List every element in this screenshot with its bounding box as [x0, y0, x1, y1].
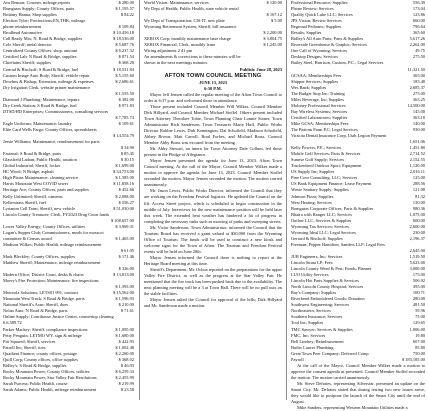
bill-amount: $ 1,195.57: [115, 6, 134, 12]
bill-payee: High Plains Maintenance; cleaning service: [3, 175, 79, 181]
bill-payee: Ridley's All Auto Parts; Parts & Supplies: [291, 36, 364, 42]
bill-amount: 85.80: [415, 344, 425, 350]
bill-amount: $ 280.00: [118, 0, 134, 5]
bill-amount: 275.00: [412, 90, 425, 96]
bill-payee: Sarah Adams; Public Health, mileage reimbursement: [3, 387, 97, 392]
bill-amount: 81.32: [415, 193, 425, 199]
bill-amount: 129.65: [412, 320, 425, 326]
bill-amount: $ 46.93: [120, 362, 134, 368]
bill-payee: US Supply Inc; Supplies: [291, 169, 335, 175]
bill-amount: 140.00: [412, 120, 425, 126]
town-bills-column: [291, 0, 425, 411]
bill-payee: An amendments & corrections to these minutes will be: [144, 54, 241, 60]
bill-payee: World Vision; Maintenance, services: [144, 0, 209, 5]
bill-payee: Ray's Company; Supplies: [291, 290, 337, 296]
bill-payee: HC Wood; N Bridge, asphalt: [3, 169, 54, 175]
bill-amount: 506.92: [412, 278, 425, 284]
bill-amount: 980.36: [412, 205, 425, 211]
bill-amount: 100.71: [412, 290, 425, 296]
bill-payee: Wyoming Ideal LLC; Legal Services: [291, 229, 356, 235]
bill-payee: Rocky Mountain Power; County Offices, utilities: [3, 368, 90, 374]
bill-payee: Phone Review; Services: [291, 6, 334, 12]
bill-payee: Chieftains Sheriff; supplies: [3, 60, 51, 66]
bill-payee: Wy Dept of Transportation; CIS-IT, new plate: [144, 18, 225, 24]
bill-payee: Miles Beverage, Inc; Supplies: [291, 96, 344, 102]
bill-payee: Morey's Fire Protection; Maintenance, fire inspections: [3, 278, 99, 284]
bill-amount: 2,600.00: [409, 223, 425, 229]
bill-amount: $ 556.27: [118, 199, 134, 205]
bill-payee: Mark Bleckley; County Offices, supplies: [3, 253, 75, 259]
bill-amount: $ 3,969.31: [115, 223, 134, 229]
bill-payee: Jessie Williams; Maintenance, reimbursement for parts: [3, 139, 100, 145]
bill-amount: $ 84.22: [120, 12, 134, 18]
bill-payee: JUB Engineers, Inc; Services: [291, 253, 343, 259]
bill-amount: 1,006.00: [409, 326, 425, 332]
minutes-paragraph: Mr. Victor Sanderson, Town Administrator, informed the Council that the Tourism Board has received a grant valued at $30,000 from the Wyoming Office of Tourism. The funds will be used to construct a new kiosk and welcome signs for the Town of Afton. The Tourism and Freedom Festival events will be held on June 28th.: [144, 224, 282, 254]
bill-payee: Wy Dept of Health; Public Health, state vehicle rental: [144, 6, 239, 12]
bill-amount: $ 452.66: [118, 187, 134, 193]
bill-payee: Mobile Golf Services; Parts & Services: [291, 151, 361, 157]
bill-payee: Mike GCSA; Memberships Fees: [291, 120, 349, 126]
bill-payee: Dry Creek Station; S Road & Bridge, fuel: [3, 102, 77, 108]
bill-payee: Bay Wireless Systems; Services: [291, 108, 348, 114]
bill-amount: $ 30.15: [120, 157, 134, 163]
bill-amount: $ 120.00: [266, 0, 282, 5]
bill-amount: $ 10,456.18: [113, 30, 134, 36]
bill-amount: $ 210.00: [118, 302, 134, 308]
bill-payee: Sunrise Golf Supply; Services: [291, 157, 345, 163]
bill-payee: Logan's Supper Club; Commissioners, meals for mosscot: [3, 229, 104, 235]
bill-amount: 750.00: [412, 350, 425, 356]
town-bills-list: [291, 0, 425, 363]
bill-payee: Kellerstrass Sheriff, fuel: [3, 199, 46, 205]
bill-payee: Lower Valley Energy; County Offices, utilities: [3, 223, 85, 229]
bill-amount: 2,262.00: [409, 42, 425, 48]
bill-payee: Heritage Ace; County Offices, parts and supplies: [3, 187, 89, 193]
bill-amount: $ 7,785.74: [115, 114, 134, 120]
county-bills-continued: [144, 0, 282, 67]
bill-amount: 365.60: [412, 30, 425, 36]
bill-amount: 481.50: [412, 302, 425, 308]
bill-payee: Rocky Mountain Power; Star Valley Fair Resolutions: [3, 374, 97, 380]
bill-payee: Patroll Inc; Sheriff, tires: [3, 344, 46, 350]
minutes-paragraph: Mayor Jensen presented the agenda for June 13, 2023. Afton Town Council meeting. At the call of the Mayor, Council Member Wilkes made a motion to approve the agenda for June 13, 2023. Council Member Stoffel seconded the motion. Mayor Jensen seconded the motion. The motion carried unanimously.: [144, 158, 282, 188]
bill-amount: $ 1,465.00: [115, 235, 134, 241]
bill-payee: Deselms & Bishop; Extension, mileage & expenses: [3, 78, 94, 84]
bill-amount: 185.48: [412, 78, 425, 84]
bill-payee: Tool Inc; Supplies: [291, 320, 324, 326]
bill-payee: West Heating; Services: [291, 199, 332, 205]
bill-amount: $ 13,813.00: [113, 272, 134, 278]
bill-amount: 19.80: [415, 332, 425, 338]
bill-payee: Motorola Solutions; LETS01 991, contract: [3, 290, 79, 296]
bill-payee: Pine Cove Consulting, LLC; Services: [291, 175, 358, 181]
bill-amount: 5,617.26: [409, 36, 425, 42]
bill-payee: Lincoln Strata LP; Fees: [291, 260, 333, 266]
bill-amount: $ 108,657.00: [110, 217, 134, 223]
bill-amount: 49.75: [415, 48, 425, 54]
bill-payee: Southern Insurance; Services: [291, 314, 343, 320]
bill-amount: 121.08: [412, 187, 425, 193]
council-meeting-time: 6:30 P.M.: [204, 85, 222, 91]
bill-payee: Diamond J Plumbing; Maintenance, repairs: [3, 96, 80, 102]
bill-amount: 3,000.00: [409, 266, 425, 272]
bill-amount: $ 11,858.16: [113, 181, 134, 187]
bill-payee: Glassfield Lathan; Public Health, taxation: [3, 157, 77, 163]
bill-amount: $ 5.00: [271, 18, 282, 24]
bill-payee: Wyoming Retirement System; Sheriff, bill insurance: [144, 24, 237, 30]
bill-payee: Nolan Auto; N Road & Bridge, parts: [3, 308, 68, 314]
bill-amount: $ 368.02: [118, 356, 134, 362]
bill-amount: 175.00: [412, 272, 425, 278]
bill-payee: Great Town Peer Company; Deferred Comp: [291, 350, 369, 356]
bill-payee: Quill Corp; County offices, office supplies: [3, 356, 78, 362]
minutes-paragraph: Those present included Council Member Will Wilkes, Council Member Dirk Hillyard, and Council Member Michael Stoffel. Others present included Town Attorney Theodore Tobie, Town Planning Chair Lonnie Stoner, Town Administrator Rick Sanderson, Town Treasurer Marty Huff, Public Works Director Robbie Lewis, Dirk Kennington, Dal Schofield, Madison Schofield, Abbey Brown, Matt Carroll, Brad Forbes, and Michael Brass. Council Member Abby Brass was excused from the meeting.: [144, 103, 282, 146]
bill-amount: $ 422.93: [118, 338, 134, 344]
bill-amount: 173.04: [412, 6, 425, 12]
bill-amount: $ 1,385.00: [115, 175, 134, 181]
bill-payee: committee & Census award: [3, 235, 52, 241]
column-divider: [139, 0, 140, 400]
bill-amount: $ 219.99: [118, 380, 134, 386]
bill-amount: 1,120.00: [409, 163, 425, 169]
bill-payee: Gerrard & Bischoff; Supplies: [291, 235, 343, 241]
bill-amount: 395.00: [412, 284, 425, 290]
bill-payee: Modern Office; District Court, desks & chairs: [3, 272, 84, 278]
bill-amount: $ 1,095.00: [115, 326, 134, 332]
bill-amount: 2,152.55: [409, 157, 425, 163]
bill-payee: Petty Penguin; LETMO WY, sign & mileage: [3, 332, 82, 338]
minutes-paragraph: Mayor Jeff Jensen called the regular meeting of the Afton Town Council to order at 6:37 p.m. and welcomed those in attendance.: [144, 91, 282, 103]
bill-amount: $ 18,536.00: [113, 36, 134, 42]
bill-amount: 556.39: [412, 0, 425, 5]
bill-amount: 230.00: [412, 229, 425, 235]
bill-payee: Quadient Finance; county offices, postage: [3, 350, 77, 356]
publish-date: Publish: June 28, 2023: [239, 66, 282, 72]
bill-payee: TMC Sawyer; Services & Supplies: [291, 326, 353, 332]
bill-amount: $ 6,259.33: [115, 368, 134, 374]
bill-payee: Mountain West Truck; S Road & Bridge, parts: [3, 296, 85, 302]
bill-payee: XEROX Financial; Clerk, monthly lease: [144, 42, 216, 48]
bill-amount: 363.25: [412, 96, 425, 102]
bill-amount: 2,714.52: [409, 151, 425, 157]
bill-payee: Waxie Sanitary Supply; Supplies: [291, 187, 349, 193]
bill-amount: 2,196.37: [409, 235, 425, 241]
minutes-paragraph: Mayor Jensen informed the Council there is nothing to report at the Heritage Board meeting at this time.: [144, 254, 282, 266]
bill-payee: Lyrianon Cell Tarm; Sheriff, new vehicle: [3, 205, 76, 211]
bill-amount: $ 871.54: [118, 54, 134, 60]
bill-amount: 363.18: [412, 114, 425, 120]
bill-payee: Parker Mackey; Sheriff, compliance inspections: [3, 326, 88, 332]
bill-payee: The Budget Stop Inc; Training: [291, 90, 345, 96]
bill-payee: Southwest Engineering; Services: [291, 302, 350, 308]
bill-amount: $ 109.84: [118, 24, 134, 30]
bill-payee: 6.6,589.72: [3, 320, 22, 326]
bill-amount: $ 5,687.76: [115, 42, 134, 48]
bill-payee: Payroll: [291, 356, 304, 362]
bill-payee: Ridley's; S Road & Bridge, supplies: [3, 362, 67, 368]
bill-payee: Northeastern; Services: [291, 308, 331, 314]
bill-payee: Regional Pediatric; Supplies: [291, 24, 341, 30]
council-meeting-title: AFTON TOWN COUNCIL MEETING: [164, 72, 262, 79]
bill-amount: 59.96: [415, 308, 425, 314]
bill-amount: $ 382.00: [118, 96, 134, 102]
bill-payee: The Bottom Farm P.C; Legal Services: [291, 126, 358, 132]
bill-payee: Ava Benson; Coroner, mileage,reports: [3, 0, 71, 5]
minutes-paragraph: At the call of the Mayor, Council Member Wilkes made a motion to approve the consent agenda as presented. Council Member Stoffel seconded the motion. The motion carried unanimously.: [291, 362, 425, 380]
bill-payee: Madison Wilkes; Public Health, mileage reimbursement: [3, 241, 102, 247]
minutes-paragraph: Mr. Jason Lewis, Public Works Director, informed the Council that they are working on the Freedom Festival logistics. He updated the Council on the lift. Access Street project, which is scheduled to begin construction in the middle of July. Interviews for the new maintenance position will be held later this week. The extended heat weather has hindered a lot of progress in completing the necessary tasks such as mowing of parks and sweeping streets.: [144, 188, 282, 224]
bill-payee: Certified Laboratories; Supplies: [291, 114, 348, 120]
bill-amount: $ 5,155.60: [115, 72, 134, 78]
bill-amount: 2,685.37: [409, 84, 425, 90]
bill-amount: 75.00: [415, 314, 425, 320]
bill-payee: XEROX Corp; monthly maintenance base charge: [144, 36, 231, 42]
minutes-paragraph: Mr. Abby Stewart, an intern for Town Attorney Dale Collum, led those present in the Pledge of Allegiance.: [144, 146, 282, 158]
bill-payee: Pitt Squared; Sheriff, services: [3, 338, 56, 344]
bill-amount: 275.50: [412, 54, 425, 60]
bill-amount: 288.56: [412, 181, 425, 187]
minutes-paragraph: Mr. Steve Defrates, representing Silverstar, presented an update on the Smart City. Mr. Defrates stated that during testing two new issues arose, they would like to postpone the launch of the Smart City until the end of August.: [291, 380, 425, 405]
bill-payee: Bomgaars Corporate Offices; Parts & Supplies: [291, 205, 374, 211]
bill-payee: LUO Utility Services: [291, 272, 329, 278]
bill-payee: US Bank Equipment Finance; Lease Payment: [291, 181, 372, 187]
bill-amount: $ 2,686.61: [115, 78, 134, 84]
bill-amount: $ 167.12: [266, 12, 282, 18]
bill-payee: Sarah Purcess; Public Health, course: [3, 380, 68, 386]
bill-amount: $ 18,531.84: [113, 66, 134, 72]
bill-payee: DTSD/HD Enterprises; Commissioners, consulting services: [3, 108, 109, 114]
bill-amount: 1,519.50: [409, 253, 425, 259]
council-minutes-continued: [291, 363, 425, 411]
bill-payee: Brodhead Automotive: [3, 30, 42, 36]
bill-payee: Global Industrial; Sheriff, locker: [3, 163, 61, 169]
afton-council-column: [144, 0, 282, 400]
bill-payee: Harris Mountain West COVID sewer: [3, 181, 69, 187]
bill-payee: Truckenbrod Outdoor Sport; Equipment: [291, 163, 362, 169]
bill-amount: 130.00: [412, 199, 425, 205]
bill-amount: 2,645.00: [409, 247, 425, 253]
bill-payee: Eagle Uniforms; Maintenance; laundry: [3, 120, 72, 126]
bill-payee: One Call of Wyoming; Services: [291, 48, 347, 54]
bill-payee: Kelly Unlimited; Sheriff, cameras: [3, 193, 63, 199]
bill-payee: Shipper Services; Supplies: [291, 78, 339, 84]
bill-payee: Riverside Greenhouse & Graphic; Services: [291, 42, 367, 48]
bill-payee: Matthew Sheriff; Maintenance, mileage reimbursement: [3, 260, 101, 266]
bill-amount: [280, 60, 282, 66]
bill-payee: Viracita Dental Insurance Corp, Utah Legion Payment: [291, 133, 387, 139]
bill-payee: Wyoming Tax Services; Services: [291, 223, 349, 229]
minutes-paragraph: Mike Sanders, representing Western Mountain Utilities made a: [297, 405, 408, 411]
bill-amount: $ 2,200.00: [263, 30, 282, 36]
bill-payee: North Lincoln County Hospital; Services: [291, 284, 364, 290]
bill-amount: 11,321.50: [407, 66, 425, 72]
bill-payee: Wiring adjustment 2 41 pm: [144, 48, 193, 54]
bill-amount: 123.86: [412, 12, 425, 18]
bill-amount: 930.00: [412, 126, 425, 132]
bill-amount: $ 61.05: [120, 247, 134, 253]
bill-amount: $ 34.90: [120, 145, 134, 151]
bill-payee: Conrad & Bischoff; S Road & Bridge, fuel: [3, 66, 79, 72]
bill-payee: Cole Sheriff; metal detector: [3, 42, 52, 48]
bill-amount: $ 3,804.75: [263, 36, 282, 42]
column-divider: [286, 0, 287, 400]
bill-amount: 145.00: [412, 108, 425, 114]
bill-payee: Outlaw LLC; Services & Supplies: [291, 217, 352, 223]
bill-payee: Lincoln County Treasurer; Clerk, FY2023 Drug Court funds: [3, 211, 110, 217]
bill-payee: Wes Bank; Supplies: [291, 84, 327, 90]
minutes-paragraph: Mayor Jensen asked the Council for approval of the bills; Dirk Hillyard and Mr. Sanderson made a motion.: [144, 297, 282, 309]
bill-amount: 1,451.80: [409, 145, 425, 151]
bill-payee: Dry Irrigation Clerk, website printer maintenance: [3, 84, 91, 90]
bill-amount: 5,623.00: [409, 260, 425, 266]
bill-amount: 1,075.00: [409, 211, 425, 217]
bill-amount: $ 85.45: [120, 151, 134, 157]
bill-amount: 607.00: [412, 338, 425, 344]
bill-amount: $ 71.61: [120, 308, 134, 314]
bill-payee: JPS Vision; Review Services: [291, 18, 342, 24]
bill-payee: Johnson Pizza; Supplies: [291, 193, 334, 199]
bill-payee: Desktop Designs; Services: [291, 54, 339, 60]
bill-amount: $ 109.61: [118, 120, 134, 126]
bill-amount: 125.00: [412, 175, 425, 181]
bill-amount: $ 6,237.32: [115, 48, 134, 54]
bill-amount: $ 15,562.00: [113, 290, 134, 296]
bill-amount: 600.00: [412, 217, 425, 223]
bill-amount: $ 14,554.79: [113, 133, 134, 139]
bill-payee: Bailey Steel, Harrison, Custom, P.C.; Legal Services: [291, 60, 384, 66]
bill-payee: Freeman; Pepper Hamilton, Sanders LLP; Legal Fees: [291, 241, 386, 247]
bill-payee: Bomgaars Supply; County Offices, parts: [3, 6, 75, 12]
bill-payee: Custom Image Auto Body; Sheriff, vehicle repair: [3, 72, 90, 78]
council-minutes-body: [144, 92, 282, 310]
bill-payee: Bhatra with Ranger LLC; Services: [291, 211, 352, 217]
bill-amount: 14,500.00: [407, 102, 425, 108]
bill-payee: Moloney Professional Services: [291, 102, 346, 108]
bill-amount: $ 1,002.48: [115, 344, 134, 350]
bill-payee: phone reimbursement: [3, 24, 42, 30]
bill-amount: $ 1,596.93: [115, 296, 134, 302]
bill-payee: Elite Card Wells Fargo; County Offices, spreadsheets: [3, 126, 97, 132]
bill-payee: Certified Lab; N Road & Bridge, supplies: [3, 54, 77, 60]
bill-amount: $ 971.83: [118, 102, 134, 108]
council-meeting-date: JUNE 13, 2023: [199, 79, 227, 85]
minutes-paragraph: Sheriff's Department; Mr. Ochoa reported on the preparations for the upper Valley Fire District, as well as the progress at the Star Valley Fair. He mentioned that the fire truck has been pushed back due to the availability. The next planning meeting will be a 3 at Town Hall. There will be no pull outs on the stable facilities.: [144, 267, 282, 297]
bill-amount: $ 368.20: [118, 60, 134, 66]
bill-payee: Professional Resource; Supplies: [291, 0, 348, 5]
bill-amount: 796.64: [412, 24, 425, 30]
bill-amount: $ 1,699.00: [115, 163, 134, 169]
bill-payee: Bell Lindsey; Reimbursement: [291, 338, 344, 344]
bill-amount: $ 1,395.00: [115, 284, 134, 290]
bill-payee: Riverbend Embroidered Goods; Donation: [291, 296, 365, 302]
bill-payee: Centralized County Offices; shop, amount: [3, 48, 78, 54]
bill-amount: $ 183,185.00: [401, 356, 425, 362]
bill-amount: $ 2,088.00: [115, 193, 134, 199]
bill-amount: $ 1,680.00: [115, 332, 134, 338]
bill-payee: Election Tyler; Precinctions;EN,THK; mileage: [3, 18, 86, 24]
bill-payee: Lincoln County Weed & Pest; Funds; Planner: [291, 266, 372, 272]
bill-amount: $ 2,455.99: [115, 374, 134, 380]
bill-payee: Fastenal; S Road & Bridge, parts: [3, 151, 62, 157]
bill-payee: Results; Supplies: [291, 30, 322, 36]
county-bills-column: [3, 0, 134, 400]
bill-amount: $ 51,030.00: [113, 205, 134, 211]
bill-amount: $ 326.00: [118, 266, 134, 272]
bill-amount: $ 23.58: [120, 387, 134, 392]
bill-line: [3, 387, 134, 393]
bill-amount: $ 34,753.00: [113, 169, 134, 175]
bill-amount: 660.00: [412, 18, 425, 24]
bill-payee: Online Supply; Courthouse Justice Center, countertop cleaning: [3, 314, 114, 320]
bill-amount: 280.00: [412, 296, 425, 302]
bill-amount: 2,016.11: [409, 169, 425, 175]
bill-payee: National Sheriff's Assn; Sheriff, dues: [3, 302, 69, 308]
bill-amount: $ 171.46: [118, 253, 134, 259]
bill-payee: Brittany Hanna; Shop supplies: [3, 12, 57, 18]
bill-payee: FMC, Inc; Services: [291, 332, 326, 338]
bill-payee: Quality Quick Lube LLC; Services: [291, 12, 353, 18]
bill-payee: Call Ready Mix; N. Road & Bridge, supplies: [3, 36, 83, 42]
bill-amount: $ 1,245.00: [263, 42, 282, 48]
bill-payee: shown in the next meetings minutes.: [144, 60, 209, 66]
bill-payee: GCSAA; Memberships Fees: [291, 72, 342, 78]
bill-amount: 365.00: [412, 72, 425, 78]
bill-payee: Lincoln Hot Parts Supplies & Services: [291, 278, 359, 284]
bill-payee: Kelly Powers, P.E.; Services: [291, 145, 341, 151]
bill-amount: $ 1,555.50: [115, 90, 134, 96]
bill-payee: Butler Lancer Plumbing: [291, 344, 334, 350]
bill-amount: 1,651.06: [409, 139, 425, 145]
bill-amount: $ 2,260.00: [115, 350, 134, 356]
